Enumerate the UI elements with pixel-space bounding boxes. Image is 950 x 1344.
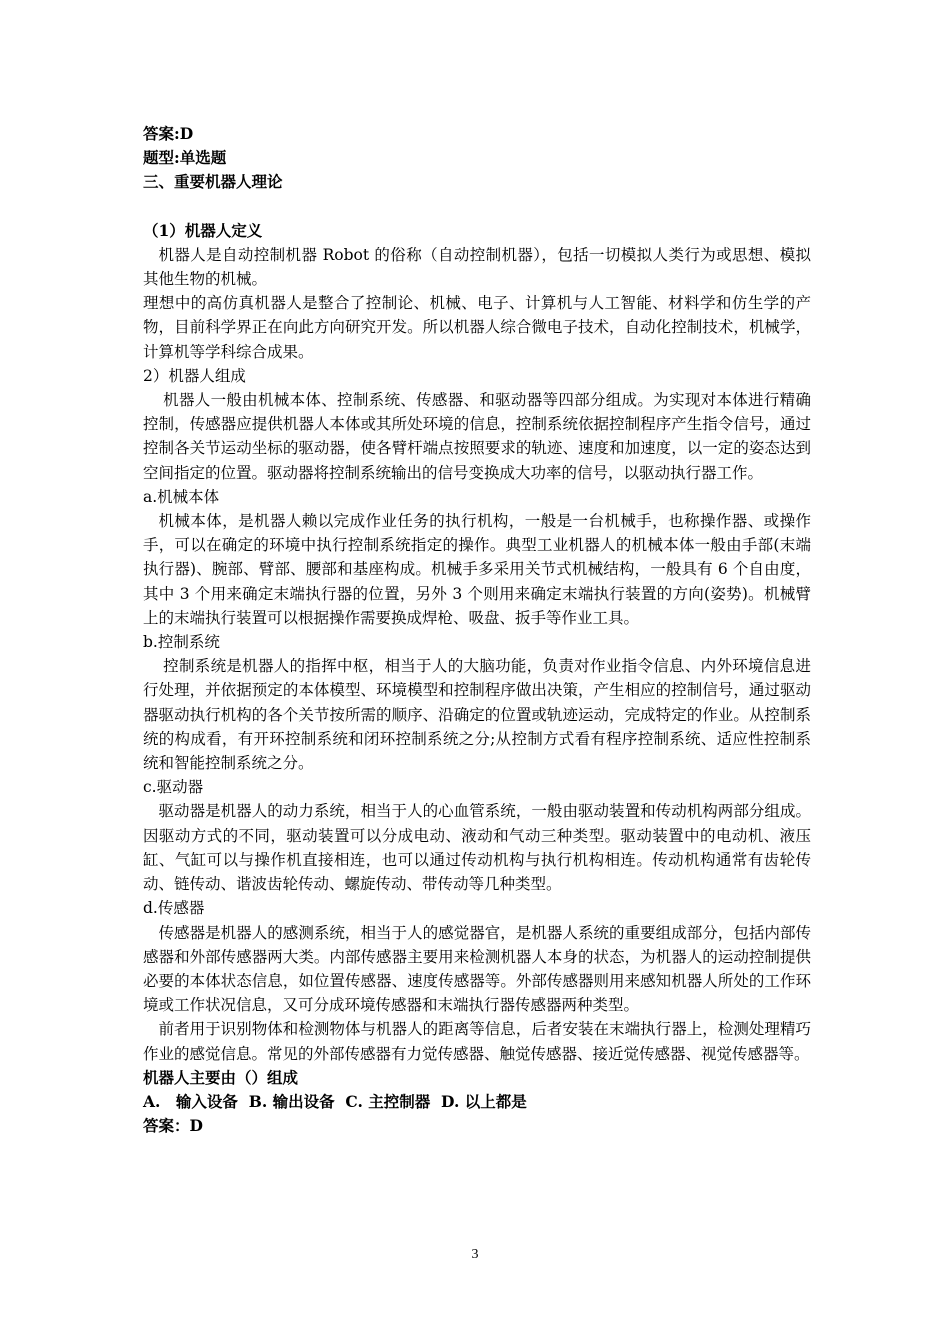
question-answer: 答案：D <box>143 1116 203 1136</box>
sensor-text-1: 传感器是机器人的感测系统，相当于人的感觉器官，是机器人系统的重要组成部分，包括内部传感器和外部传感器两大类。内部传感器主要用来检测机器人本身的状态，为机器人的运动控制提供必要的本体状态信息，如位置传感器、速度传感器等。外部传感器则用来感知机器人所处的工作环境或工作状况信息，又可分成环境传感器和末端执行器传感器两种类型。 <box>143 923 811 1015</box>
mechanical-body-text: 机械本体，是机器人赖以完成作业任务的执行机构，一般是一台机械手，也称操作器、或操作手，可以在确定的环境中执行控制系统指定的操作。典型工业机器人的机械本体一般由手部(末端执行器)、腕部、臂部、腰部和基座构成。机械手多采用关节式机械结构，一般具有 6 个自由度，其中 3 个用来确定末端执行器的位置，另外 3 个则用来确定末端执行装置的方向(姿势)。机械臂上的末端执行装置可以根据操作需要换成焊枪、吸盘、扳手等作业工具。 <box>143 512 811 627</box>
control-system-heading: b.控制系统 <box>143 633 220 652</box>
sensor-heading: d.传感器 <box>143 899 205 918</box>
definition-heading: （1）机器人定义 <box>143 220 263 240</box>
driver-text: 驱动器是机器人的动力系统，相当于人的心血管系统，一般由驱动装置和传动机构两部分组成。因驱动方式的不同，驱动装置可以分成电动、液动和气动三种类型。驱动装置中的电动机、液压缸、气缸可以与操作机直接相连，也可以通过传动机构与执行机构相连。传动机构通常有齿轮传动、链传动、谐波齿轮传动、螺旋传动、带传动等几种类型。 <box>143 802 811 894</box>
previous-answer: 答案:D <box>143 124 194 143</box>
section-title: 三、重要机器人理论 <box>143 172 283 192</box>
definition-paragraph-2: 理想中的高仿真机器人是整合了控制论、机械、电子、计算机与人工智能、材料学和仿生学的产物，目前科学界正在向此方向研究开发。所以机器人综合微电子技术，自动化控制技术，机械学，计算机等学科综合成果。 <box>143 294 811 361</box>
question-options: A. 输入设备 B. 输出设备 C. 主控制器 D. 以上都是 <box>143 1091 527 1111</box>
composition-heading: 2）机器人组成 <box>143 366 246 385</box>
driver-heading: c.驱动器 <box>143 778 204 797</box>
page-number: 3 <box>471 1247 479 1262</box>
sensor-text-2: 前者用于识别物体和检测物体与机器人的距离等信息，后者安装在末端执行器上，检测处理精巧作业的感觉信息。常见的外部传感器有力觉传感器、触觉传感器、接近觉传感器、视觉传感器等。 <box>143 1020 811 1063</box>
question-type: 题型:单选题 <box>143 148 227 168</box>
mechanical-body-heading: a.机械本体 <box>143 487 220 506</box>
document-page <box>143 122 811 1138</box>
question-stem: 机器人主要由（）组成 <box>143 1067 299 1087</box>
control-system-text: 控制系统是机器人的指挥中枢，相当于人的大脑功能，负责对作业指令信息、内外环境信息进行处理，并依据预定的本体模型、环境模型和控制程序做出决策，产生相应的控制信号，通过驱动器驱动执行机构的各个关节按所需的顺序、沿确定的位置或轨迹运动，完成特定的作业。从控制系统的构成看，有开环控制系统和闭环控制系统之分;从控制方式看有程序控制系统、适应性控制系统和智能控制系统之分。 <box>143 657 811 773</box>
definition-paragraph-1: 机器人是自动控制机器 Robot 的俗称（自动控制机器），包括一切模拟人类行为或思想、模拟其他生物的机械。 <box>143 245 811 289</box>
blank-line <box>143 195 811 219</box>
composition-intro: 机器人一般由机械本体、控制系统、传感器、和驱动器等四部分组成。为实现对本体进行精确控制，传感器应提供机器人本体或其所处环境的信息，控制系统依据控制程序产生指令信号，通过控制各关节运动坐标的驱动器，使各臂杆端点按照要求的轨迹、速度和加速度，以一定的姿态达到空间指定的位置。驱动器将控制系统输出的信号变换成大功率的信号，以驱动执行器工作。 <box>143 391 811 482</box>
